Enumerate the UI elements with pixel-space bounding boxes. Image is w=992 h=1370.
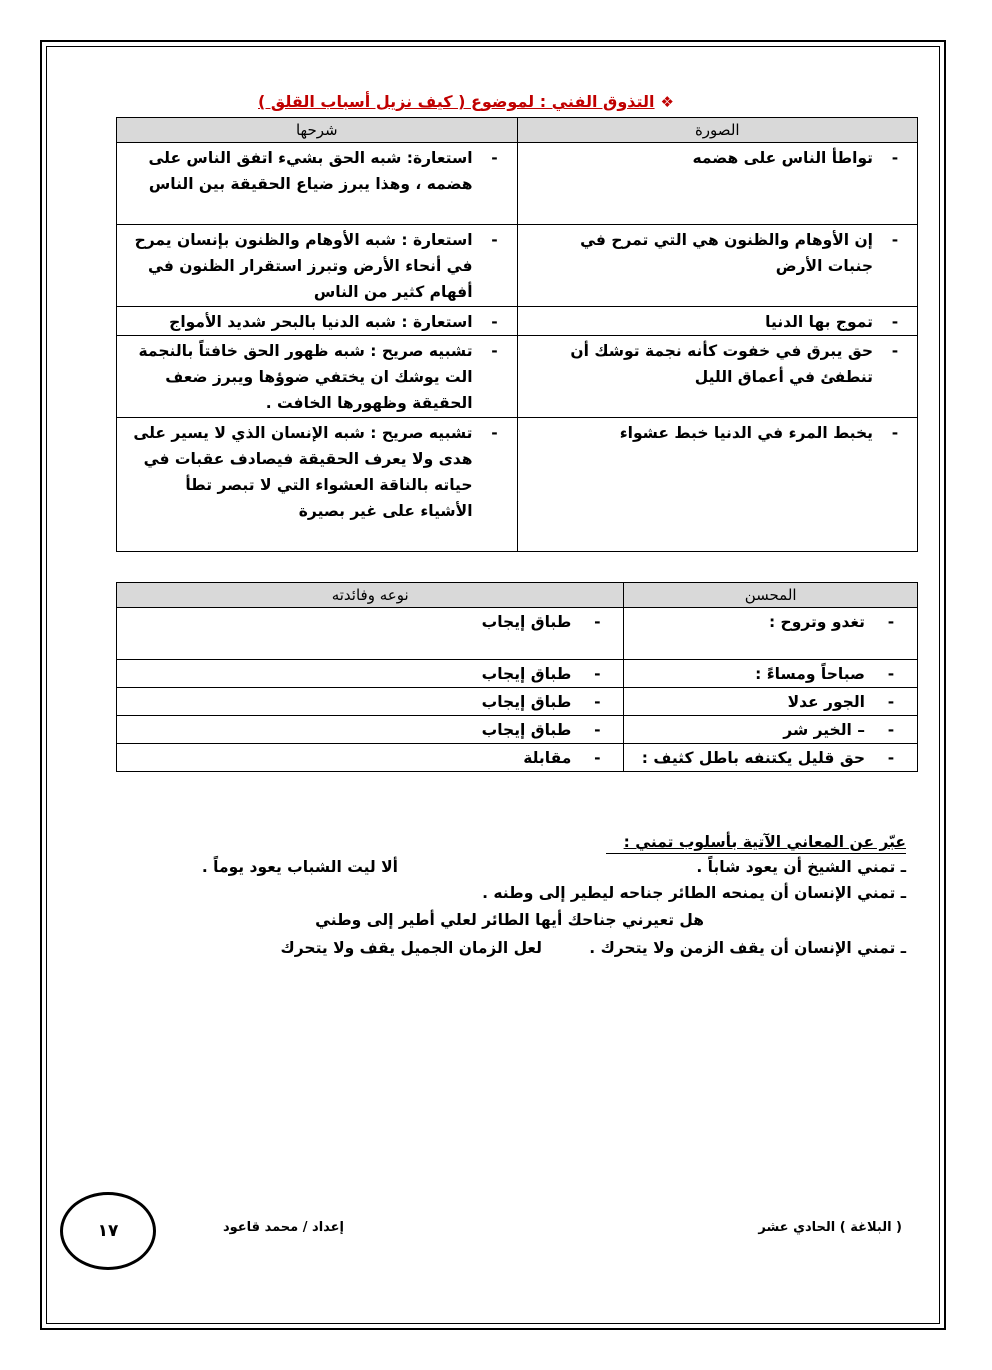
- exercise-answer-1: ألا ليت الشباب يعود يوماً .: [201, 858, 398, 876]
- row-dash: -: [887, 665, 895, 683]
- explanation-cell: استعارة: شبه الحق بشيء اتفق الناس على هضمه ، وهذا يبرز ضياع الحقيقة بين الناس: [148, 149, 473, 193]
- exercise-prompt-3: ـ تمني الإنسان أن يقف الزمن ولا يتحرك .: [589, 939, 906, 957]
- row-dash: -: [491, 313, 498, 331]
- row-dash: -: [891, 149, 899, 167]
- row-dash: -: [594, 665, 601, 683]
- type-cell: طباق إيجاب: [481, 613, 572, 631]
- row-dash: -: [887, 613, 895, 631]
- title-text: التذوق الفني : لموضوع ( كيف نزيل أسباب القلق ): [258, 92, 655, 111]
- device-cell: – الخير شر: [783, 721, 865, 739]
- row-dash: -: [891, 313, 899, 331]
- table-row: [117, 688, 918, 716]
- table-row: [117, 143, 918, 225]
- footer-subject: ( البلاغة ) الحادي عشر: [758, 1220, 902, 1235]
- row-dash: -: [594, 693, 601, 711]
- explanation-cell: تشبيه صريح : شبه ظهور الحق خافتاً بالنجمة الت يوشك ان يختفي ضوؤها ويبرز ضعف الحقيقة وظهورها الخافت .: [138, 342, 473, 412]
- table-row: [117, 716, 918, 744]
- row-dash: -: [887, 693, 895, 711]
- device-cell: صباحاً ومساءً :: [755, 665, 865, 683]
- exercise-heading: عبّر عن المعاني الآتية بأسلوب تمني :: [623, 833, 906, 851]
- explanation-cell: تشبيه صريح : شبه الإنسان الذي لا يسير على هدى ولا يعرف الحقيقة فيصادف عقبات في حياته بالناقة العشواء التي لا تبصر تطأ الأشياء على غير بصيرة: [133, 424, 473, 520]
- type-cell: مقابلة: [523, 749, 572, 767]
- table-header-row: [117, 583, 918, 608]
- exercise-answer-3: لعل الزمان الجميل يقف ولا يتحرك: [280, 939, 542, 957]
- device-cell: الجور عدلا: [787, 693, 865, 711]
- image-cell: حق يبرق في خفوت كأنه نجمة توشك أن تنطفئ في أعماق الليل: [570, 342, 873, 386]
- row-dash: -: [491, 149, 498, 167]
- table-header-row: [117, 118, 918, 143]
- table-row: [117, 307, 918, 336]
- row-dash: -: [491, 342, 498, 360]
- image-cell: إن الأوهام والظنون هي التي تمرح في جنبات الأرض: [580, 231, 873, 275]
- type-cell: طباق إيجاب: [481, 693, 572, 711]
- exercise-answer-2: هل تعيرني جناحك أيها الطائر لعلي أطير إلى وطني: [315, 911, 704, 929]
- table-row: [117, 744, 918, 772]
- diamond-bullet-icon: ❖: [660, 93, 674, 111]
- row-dash: -: [594, 721, 601, 739]
- row-dash: -: [594, 749, 601, 767]
- row-dash: -: [594, 613, 601, 631]
- row-dash: -: [491, 231, 498, 249]
- row-dash: -: [891, 342, 899, 360]
- row-dash: -: [891, 231, 899, 249]
- page-number: ١٧: [97, 1221, 119, 1241]
- type-cell: طباق إيجاب: [481, 665, 572, 683]
- device-cell: حق قليل يكتنفه باطل كثيف :: [641, 749, 865, 767]
- table-row: [117, 418, 918, 552]
- column-header-type: نوعه وفائدته: [117, 583, 624, 608]
- image-cell: تواطأ الناس على هضمه: [692, 149, 873, 167]
- table-row: [117, 608, 918, 660]
- image-cell: تموج بها الدنيا: [765, 313, 873, 331]
- page-number-oval: [60, 1192, 156, 1270]
- row-dash: -: [887, 749, 895, 767]
- row-dash: -: [887, 721, 895, 739]
- exercise-prompt-2: ـ تمني الإنسان أن يمنحه الطائر جناحه ليطير إلى وطنه .: [482, 884, 906, 902]
- column-header-image: الصورة: [517, 118, 917, 143]
- footer-prepared-by: إعداد / محمد قاعود: [222, 1220, 344, 1235]
- explanation-cell: استعارة : شبه الأوهام والظنون بإنسان يمرح في أنحاء الأرض وتبرز استقرار الظنون في أفهام كثير من الناس: [134, 231, 473, 301]
- page-title: [258, 92, 674, 111]
- row-dash: -: [891, 424, 899, 442]
- heading-underline: [606, 853, 906, 854]
- type-cell: طباق إيجاب: [481, 721, 572, 739]
- column-header-explanation: شرحها: [117, 118, 518, 143]
- table-row: [117, 225, 918, 307]
- imagery-table: [116, 117, 918, 552]
- device-cell: تغدو وتروح :: [768, 613, 865, 631]
- explanation-cell: استعارة : شبه الدنيا بالبحر شديد الأمواج: [169, 313, 473, 331]
- table-row: [117, 336, 918, 418]
- table-row: [117, 660, 918, 688]
- exercise-prompt-1: ـ تمني الشيخ أن يعود شاباً .: [696, 858, 906, 876]
- row-dash: -: [491, 424, 498, 442]
- column-header-device: المحسن: [624, 583, 918, 608]
- rhetorical-devices-table: [116, 582, 918, 772]
- image-cell: يخبط المرء في الدنيا خبط عشواء: [619, 424, 873, 442]
